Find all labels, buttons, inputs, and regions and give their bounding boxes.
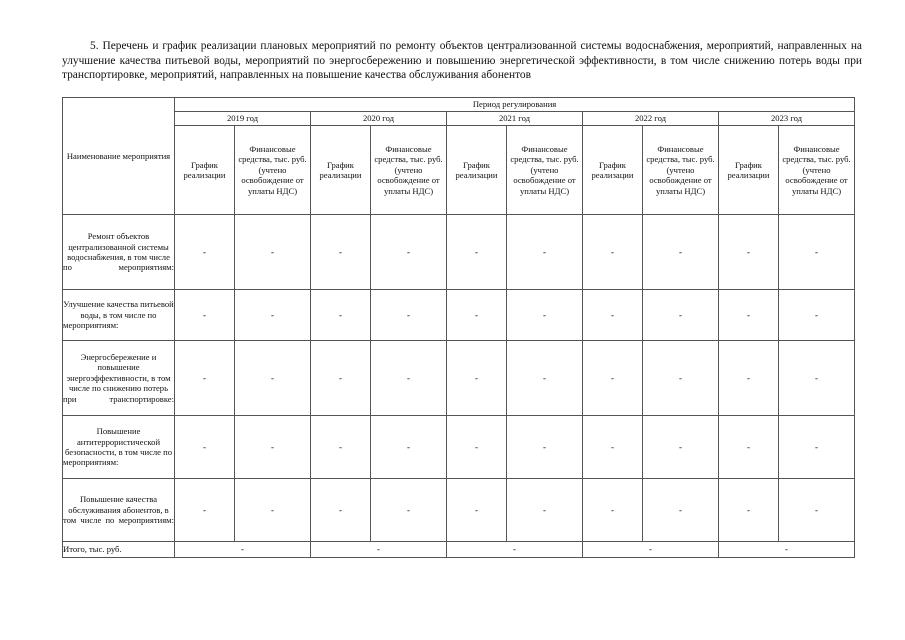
year-header: 2022 год <box>583 112 719 126</box>
table-cell: - <box>371 290 447 341</box>
table-cell: - <box>235 290 311 341</box>
table-row <box>63 290 855 341</box>
table-cell: - <box>719 479 779 542</box>
year-header: 2023 год <box>719 112 855 126</box>
table-cell: - <box>175 290 235 341</box>
table-row <box>63 479 855 542</box>
table-cell: - <box>507 479 583 542</box>
period-header: Период регулирования <box>175 98 855 112</box>
schedule-column-header: График реализации <box>311 126 371 215</box>
table-cell: - <box>507 215 583 290</box>
table-cell: - <box>583 341 643 416</box>
total-cell: - <box>719 542 855 558</box>
table-cell: - <box>447 290 507 341</box>
year-header: 2020 год <box>311 112 447 126</box>
year-header: 2019 год <box>175 112 311 126</box>
table-cell: - <box>779 290 855 341</box>
funds-column-header: Финансовые средства, тыс. руб. (учтено освобождение от уплаты НДС) <box>507 126 583 215</box>
year-header: 2021 год <box>447 112 583 126</box>
section-heading: 5. Перечень и график реализации плановых мероприятий по ремонту объектов централизованной системы водоснабжения, мероприятий, направленных на улучшение качества питьевой воды, мероприятий по энергосбережению и повышению энергетической эффективности, в том числе снижению потерь воды при транспортировке, мероприятий, направленных на повышение качества обслуживания абонентов <box>62 40 862 82</box>
table-cell: - <box>643 290 719 341</box>
total-label: Итого, тыс. руб. <box>63 542 175 558</box>
table-cell: - <box>583 290 643 341</box>
table-cell: - <box>583 416 643 479</box>
funds-column-header: Финансовые средства, тыс. руб. (учтено освобождение от уплаты НДС) <box>643 126 719 215</box>
table-cell: - <box>719 341 779 416</box>
schedule-column-header: График реализации <box>719 126 779 215</box>
table-cell: - <box>507 341 583 416</box>
table-cell: - <box>175 479 235 542</box>
table-cell: - <box>311 416 371 479</box>
funds-column-header: Финансовые средства, тыс. руб. (учтено освобождение от уплаты НДС) <box>371 126 447 215</box>
measure-name: Повышение качества обслуживания абонентов, в том числе по мероприятиям: <box>63 479 175 542</box>
measure-name: Энергосбережение и повышение энергоэффективности, в том числе по снижению потерь при транспортировке: <box>63 341 175 416</box>
table-cell: - <box>447 479 507 542</box>
total-cell: - <box>175 542 311 558</box>
table-cell: - <box>719 416 779 479</box>
measure-name: Повышение антитеррористической безопасности, в том числе по мероприятиям: <box>63 416 175 479</box>
table-cell: - <box>447 215 507 290</box>
table-cell: - <box>643 416 719 479</box>
total-row <box>63 542 855 558</box>
measure-name: Улучшение качества питьевой воды, в том числе по мероприятиям: <box>63 290 175 341</box>
table-cell: - <box>779 215 855 290</box>
measure-name: Ремонт объектов централизованной системы водоснабжения, в том числе по мероприятиям: <box>63 215 175 290</box>
table-cell: - <box>447 416 507 479</box>
table-cell: - <box>507 416 583 479</box>
funds-column-header: Финансовые средства, тыс. руб. (учтено освобождение от уплаты НДС) <box>779 126 855 215</box>
table-cell: - <box>719 215 779 290</box>
total-cell: - <box>447 542 583 558</box>
table-cell: - <box>371 479 447 542</box>
table-cell: - <box>643 215 719 290</box>
table-cell: - <box>371 416 447 479</box>
table-cell: - <box>779 341 855 416</box>
total-cell: - <box>311 542 447 558</box>
schedule-column-header: График реализации <box>175 126 235 215</box>
table-cell: - <box>643 341 719 416</box>
schedule-column-header: График реализации <box>583 126 643 215</box>
table-cell: - <box>583 479 643 542</box>
table-cell: - <box>507 290 583 341</box>
table-cell: - <box>447 341 507 416</box>
table-cell: - <box>235 215 311 290</box>
schedule-column-header: График реализации <box>447 126 507 215</box>
table-cell: - <box>371 341 447 416</box>
total-cell: - <box>583 542 719 558</box>
table-cell: - <box>235 479 311 542</box>
table-cell: - <box>311 341 371 416</box>
table-cell: - <box>175 416 235 479</box>
table-cell: - <box>643 479 719 542</box>
measures-table <box>62 97 855 558</box>
table-cell: - <box>719 290 779 341</box>
table-cell: - <box>779 479 855 542</box>
table-cell: - <box>311 479 371 542</box>
table-cell: - <box>371 215 447 290</box>
table-cell: - <box>175 215 235 290</box>
table-cell: - <box>583 215 643 290</box>
table-cell: - <box>235 341 311 416</box>
table-cell: - <box>175 341 235 416</box>
table-row <box>63 341 855 416</box>
table-cell: - <box>235 416 311 479</box>
table-cell: - <box>311 215 371 290</box>
table-row <box>63 215 855 290</box>
funds-column-header: Финансовые средства, тыс. руб. (учтено освобождение от уплаты НДС) <box>235 126 311 215</box>
table-cell: - <box>779 416 855 479</box>
name-column-header: Наименование мероприятия <box>63 98 175 215</box>
table-cell: - <box>311 290 371 341</box>
table-row <box>63 416 855 479</box>
